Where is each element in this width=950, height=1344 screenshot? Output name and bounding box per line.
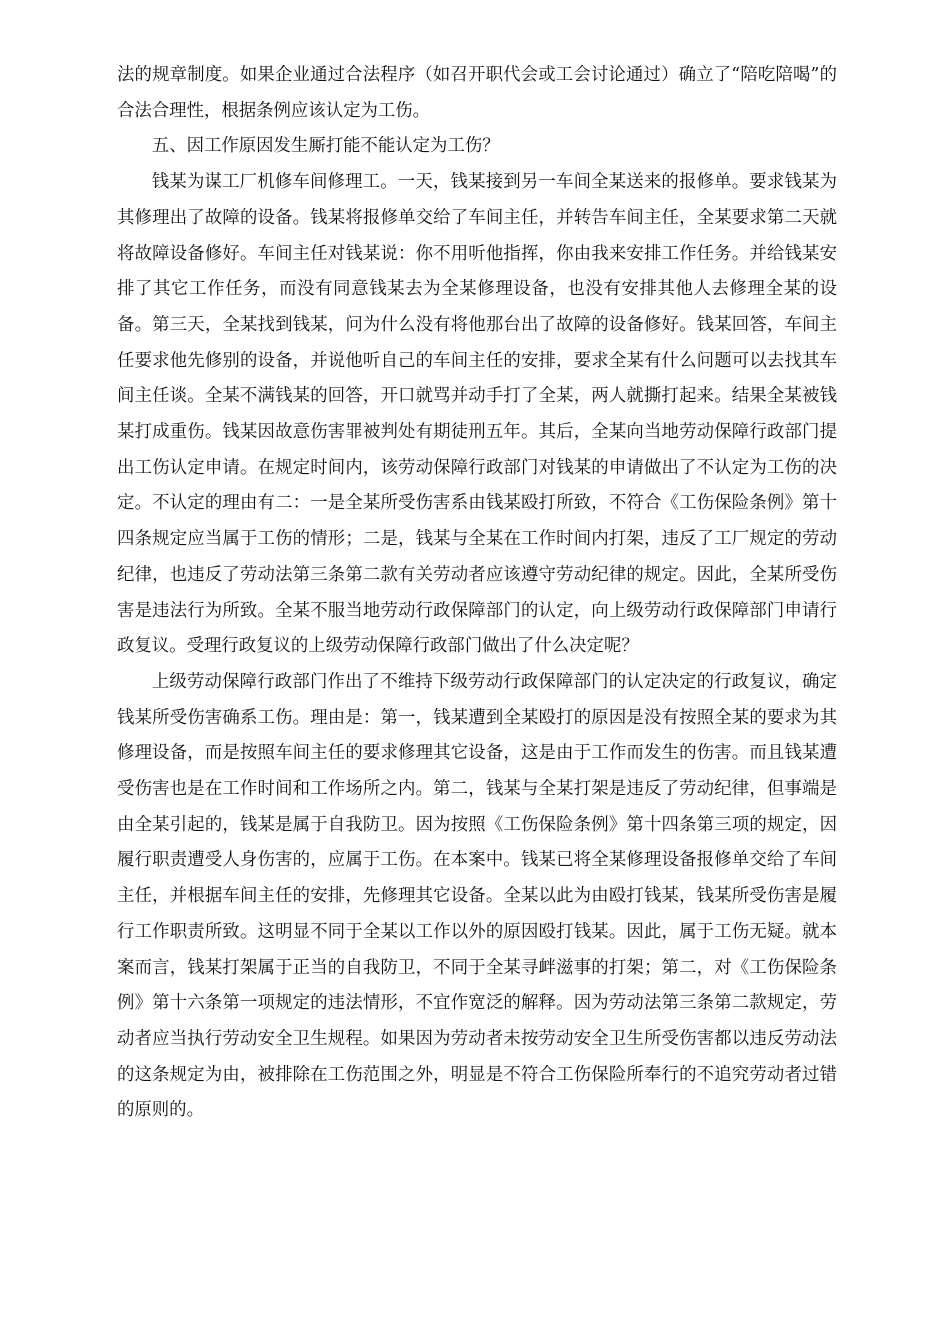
- paragraph-continuation: 法的规章制度。如果企业通过合法程序（如召开职代会或工会讨论通过）确立了“陪吃陪喝”的合法合理性，根据条例应该认定为工伤。: [117, 65, 837, 121]
- document-page: [117, 58, 837, 1129]
- case-paragraph: 钱某为谋工厂机修车间修理工。一天，钱某接到另一车间全某送来的报修单。要求钱某为其修理出了故障的设备。钱某将报修单交给了车间主任，并转告车间主任，全某要求第二天就将故障设备修好。车间主任对钱某说：你不用听他指挥，你由我来安排工作任务。并给钱某安排了其它工作任务，而没有同意钱某去为全某修理设备，也没有安排其他人去修理全某的设备。第三天，全某找到钱某，问为什么没有将他那台出了故障的设备修好。钱某回答，车间主任要求他先修别的设备，并说他听自己的车间主任的安排，要求全某有什么问题可以去找其车间主任谈。全某不满钱某的回答，开口就骂并动手打了全某，两人就撕打起来。结果全某被钱某打成重伤。钱某因故意伤害罪被判处有期徒刑五年。其后，全某向当地劳动保障行政部门提出工伤认定申请。在规定时间内，该劳动保障行政部门对钱某的申请做出了不认定为工伤的决定。不认定的理由有二：一是全某所受伤害系由钱某殴打所致，不符合《工伤保险条例》第十四条规定应当属于工伤的情形；二是，钱某与全某在工作时间内打架，违反了工厂规定的劳动纪律，也违反了劳动法第三条第二款有关劳动者应该遵守劳动纪律的规定。因此，全某所受伤害是违法行为所致。全某不服当地劳动行政保障部门的认定，向上级劳动行政保障部门申请行政复议。受理行政复议的上级劳动保障行政部门做出了什么决定呢？: [117, 172, 837, 657]
- ruling-paragraph: 上级劳动保障行政部门作出了不维持下级劳动行政保障部门的认定决定的行政复议，确定钱某所受伤害确系工伤。理由是：第一，钱某遭到全某殴打的原因是没有按照全某的要求为其修理设备，而是按照车间主任的要求修理其它设备，这是由于工作而发生的伤害。而且钱某遭受伤害也是在工作时间和工作场所之内。第二，钱某与全某打架是违反了劳动纪律，但事端是由全某引起的，钱某是属于自我防卫。因为按照《工伤保险条例》第十四条第三项的规定，因履行职责遭受人身伤害的，应属于工伤。在本案中。钱某已将全某修理设备报修单交给了车间主任，并根据车间主任的安排，先修理其它设备。全某以此为由殴打钱某，钱某所受伤害是履行工作职责所致。这明显不同于全某以工作以外的原因殴打钱某。因此，属于工伤无疑。就本案而言，钱某打架属于正当的自我防卫，不同于全某寻衅滋事的打架；第二，对《工伤保险条例》第十六条第一项规定的违法情形，不宜作宽泛的解释。因为劳动法第三条第二款规定，劳动者应当执行劳动安全卫生规程。如果因为劳动者未按劳动安全卫生所受伤害都以违反劳动法的这条规定为由，被排除在工伤范围之外，明显是不符合工伤保险所奉行的不追究劳动者过错的原则的。: [117, 671, 837, 1121]
- section-heading: 五、因工作原因发生厮打能不能认定为工伤？: [151, 136, 500, 157]
